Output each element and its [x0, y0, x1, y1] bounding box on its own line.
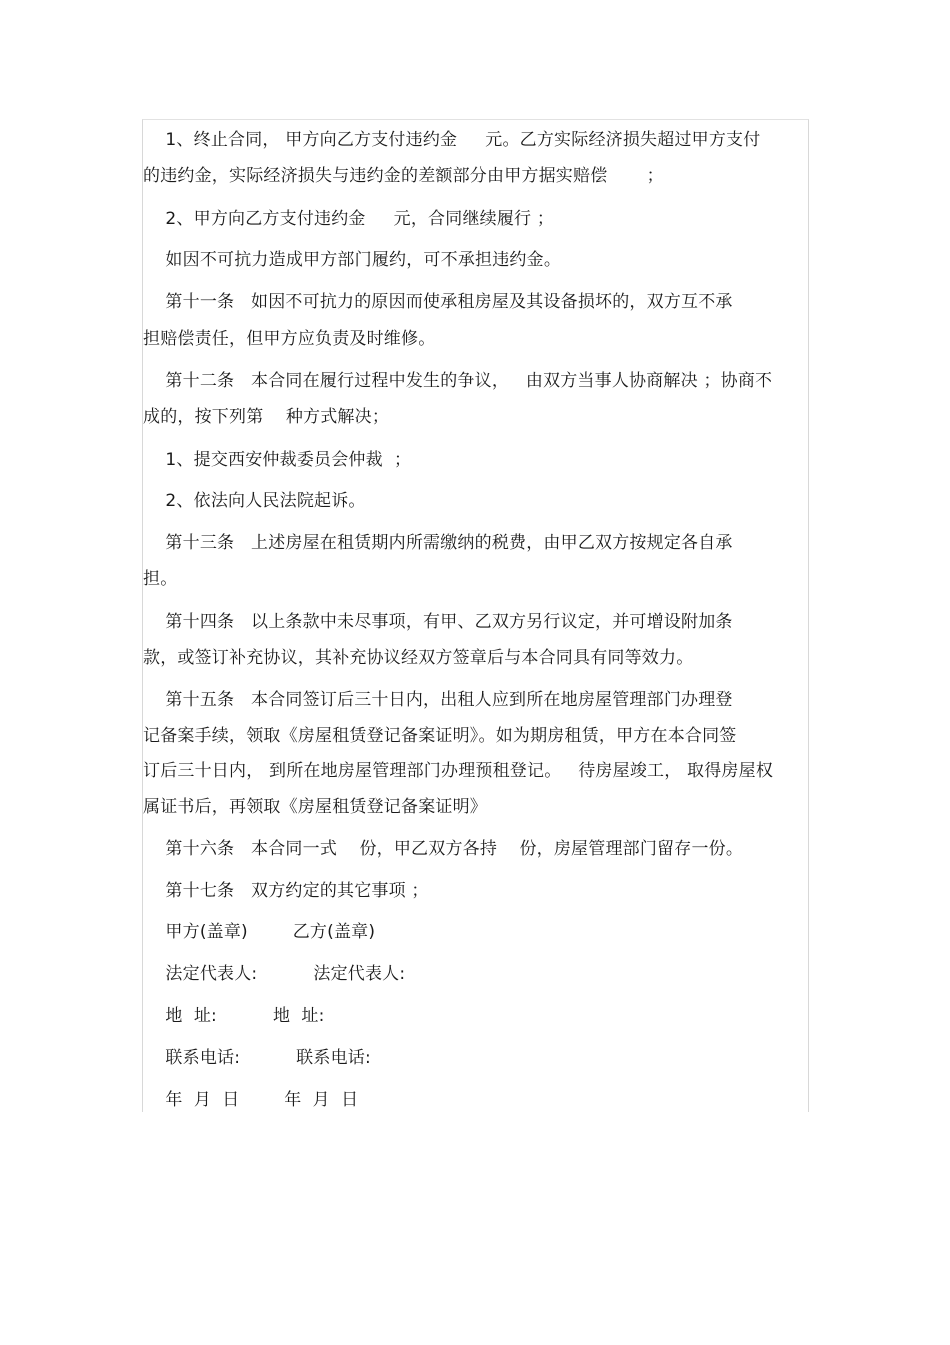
signature-seal-row: 甲方(盖章) 乙方(盖章) — [143, 922, 376, 942]
document-page — [142, 119, 809, 1112]
clause-15-line-2: 记备案手续，领取《房屋租赁登记备案证明》。如为期房租赁，甲方在本合同签 — [143, 726, 737, 746]
clause-13-line-2: 担。 — [143, 569, 178, 589]
clause-17: 第十七条 双方约定的其它事项 ； — [143, 881, 429, 901]
clause-10-item-1-line-2: 的违约金，实际经济损失与违约金的差额部分由甲方据实赔偿 ； — [143, 166, 664, 186]
clause-15-line-1: 第十五条 本合同签订后三十日内，出租人应到所在地房屋管理部门办理登 — [143, 690, 733, 710]
clause-11-line-2: 担赔偿责任，但甲方应负责及时维修。 — [143, 329, 436, 349]
phone-row: 联系电话: 联系电话: — [143, 1048, 371, 1068]
date-row: 年 月 日 年 月 日 — [143, 1090, 359, 1110]
clause-15-line-3: 订后三十日内， 到所在地房屋管理部门办理预租登记。 待房屋竣工， 取得房屋权 — [143, 761, 774, 781]
clause-10-item-2: 2、甲方向乙方支付违约金 元，合同继续履行 ； — [143, 209, 555, 229]
clause-10-item-1-line-1: 1、终止合同， 甲方向乙方支付违约金 元。乙方实际经济损失超过甲方支付 — [143, 130, 761, 150]
force-majeure-note: 如因不可抗力造成甲方部门履约，可不承担违约金。 — [143, 250, 562, 270]
clause-13-line-1: 第十三条 上述房屋在租赁期内所需缴纳的税费，由甲乙双方按规定各自承 — [143, 533, 733, 553]
clause-12-line-1: 第十二条 本合同在履行过程中发生的争议， 由双方当事人协商解决 ；协商不 — [143, 371, 773, 391]
clause-12-option-2: 2、依法向人民法院起诉。 — [143, 491, 366, 511]
clause-16: 第十六条 本合同一式 份，甲乙双方各持 份，房屋管理部门留存一份。 — [143, 839, 744, 859]
clause-12-line-2: 成的，按下列第 种方式解决； — [143, 407, 390, 427]
clause-14-line-2: 款，或签订补充协议，其补充协议经双方签章后与本合同具有同等效力。 — [143, 648, 694, 668]
clause-14-line-1: 第十四条 以上条款中未尽事项，有甲、乙双方另行议定，并可增设附加条 — [143, 612, 733, 632]
address-row: 地 址: 地 址: — [143, 1006, 325, 1026]
clause-12-option-1: 1、提交西安仲裁委员会仲裁 ； — [143, 450, 412, 470]
clause-15-line-4: 属证书后，再领取《房屋租赁登记备案证明》 — [143, 797, 487, 817]
legal-representative-row: 法定代表人: 法定代表人: — [143, 964, 406, 984]
clause-11-line-1: 第十一条 如因不可抗力的原因而使承租房屋及其设备损坏的，双方互不承 — [143, 292, 733, 312]
